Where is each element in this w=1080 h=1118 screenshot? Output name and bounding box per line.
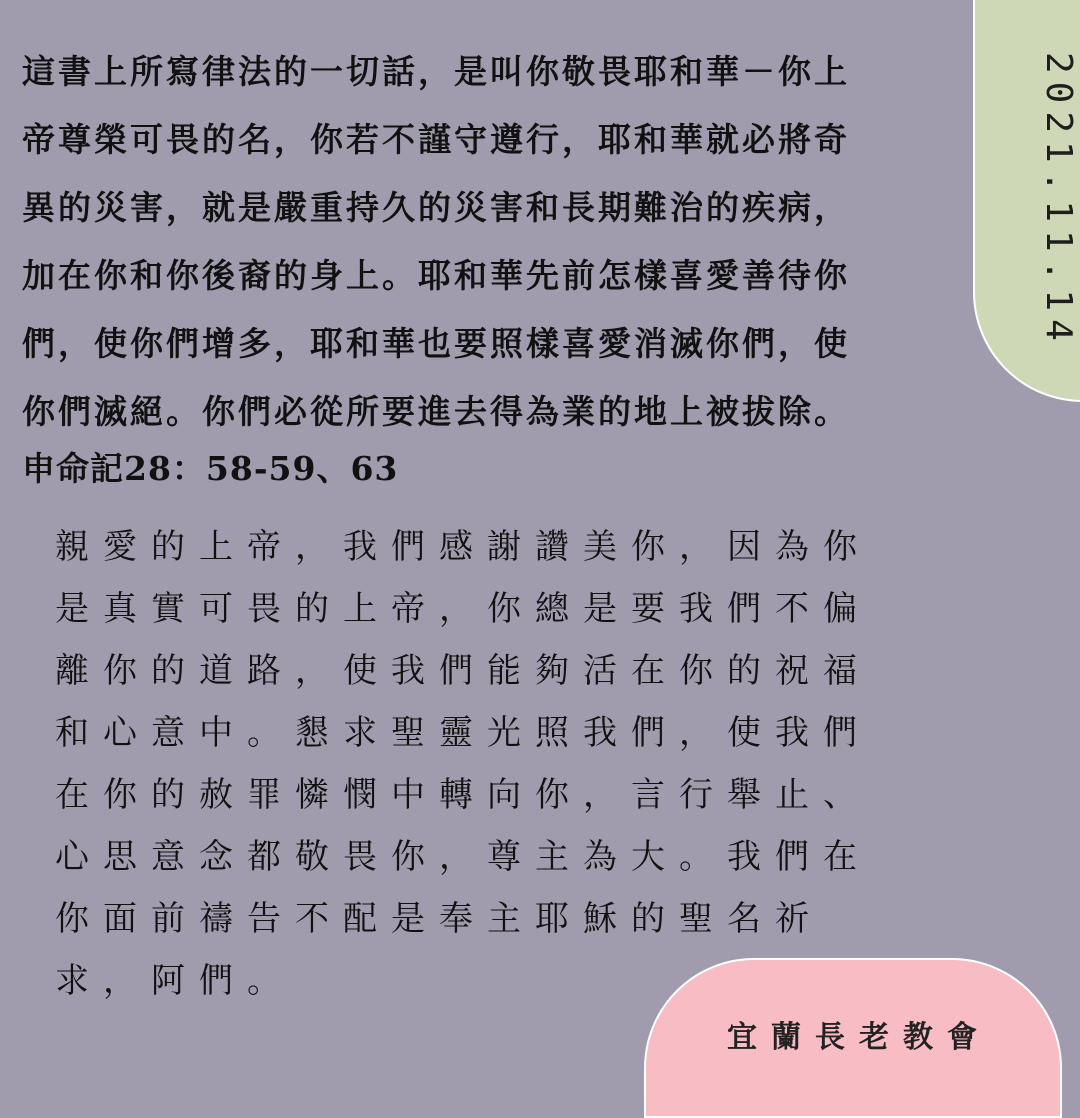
church-name: 宜蘭長老教會 <box>727 1020 991 1055</box>
scripture-passage: 這書上所寫律法的一切話，是叫你敬畏耶和華－你上 帝尊榮可畏的名，你若不謹守遵行，耶和華就必將奇 異的災害，就是嚴重持久的災害和長期難治的疾病， 加在你和你後裔的身上。耶和華先前怎樣喜愛善待你 們，使你們增多，耶和華也要照樣喜愛消滅你們，使 你們滅絕。你們必從所要進去得為業的地上被拔除。 <box>22 52 850 431</box>
prayer-text: 親愛的上帝，我們感謝讚美你，因為你 是真實可畏的上帝，你總是要我們不偏 離你的道路，使我們能夠活在你的祝福 和心意中。懇求聖靈光照我們，使我們 在你的赦罪憐憫中轉向你，言行舉止、 心思意念都敬畏你，尊主為大。我們在 你面前禱告不配是奉主耶穌的聖名祈 求，阿們。 <box>55 527 871 1001</box>
scripture-reference: 申命記28：58-59、63 <box>22 449 399 488</box>
date-label: 2021.11.14 <box>1038 52 1079 349</box>
